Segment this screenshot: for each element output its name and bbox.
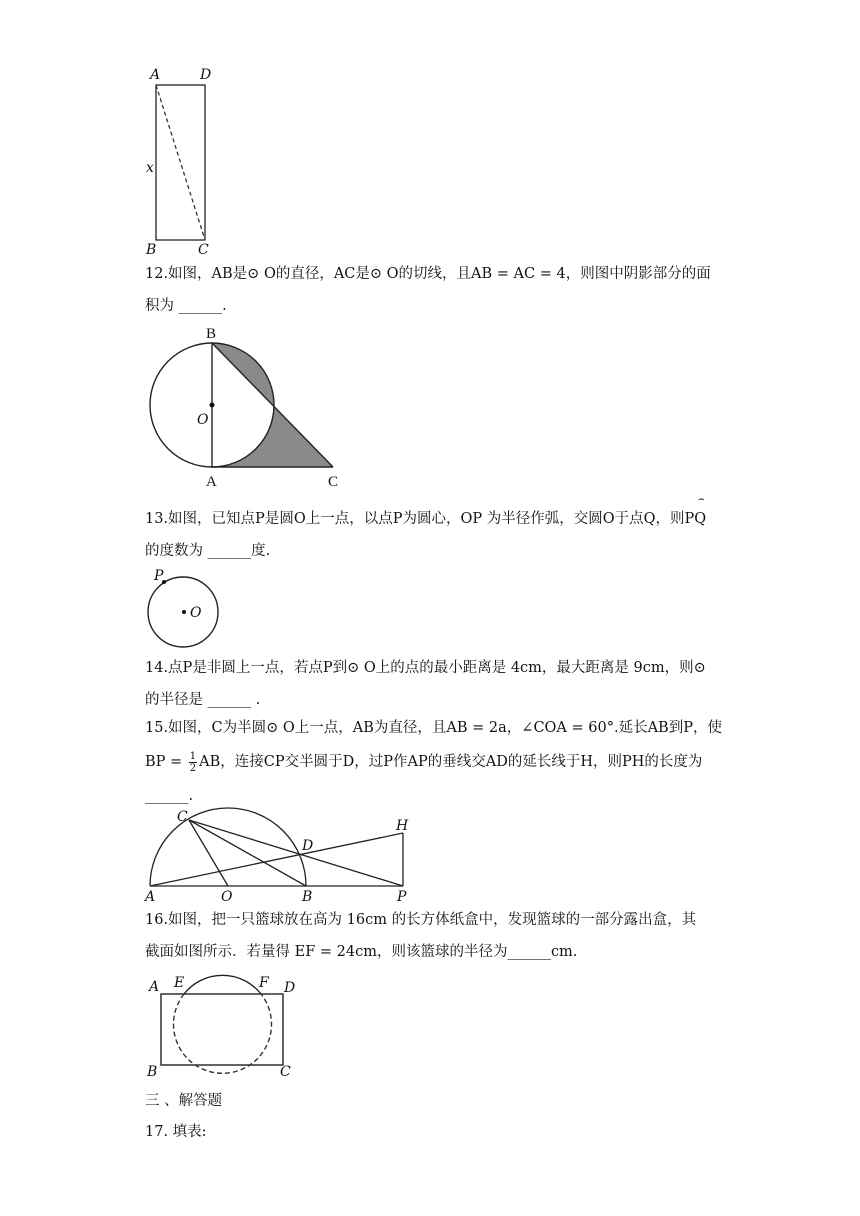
figure-13-svg bbox=[145, 568, 225, 650]
figure-16-svg bbox=[140, 970, 310, 1080]
fraction-numerator: 1 bbox=[189, 750, 197, 762]
question-16-line-2: 截面如图所示．若量得 EF = 24cm，则该篮球的半径为______cm. bbox=[145, 944, 578, 960]
figure-11-rectangle bbox=[140, 62, 220, 258]
label-e: E bbox=[174, 975, 185, 991]
line-ah bbox=[150, 833, 403, 886]
question-15 bbox=[145, 712, 725, 812]
label-p: P bbox=[154, 568, 164, 584]
label-o: O bbox=[221, 889, 233, 905]
label-a: A bbox=[150, 67, 161, 83]
question-12 bbox=[145, 258, 725, 322]
label-b: B bbox=[146, 242, 157, 258]
figure-15-svg bbox=[140, 806, 420, 906]
label-p: P bbox=[397, 889, 407, 905]
question-15-line-1: 15.如图，C为半圆⊙ O上一点，AB为直径，且AB = 2a，∠COA = 60°.延长AB到P，使 bbox=[145, 720, 722, 736]
semicircle-arc bbox=[150, 808, 306, 886]
question-14-line-2: 的半径是 ______ . bbox=[145, 692, 261, 708]
label-c: C bbox=[328, 474, 339, 490]
label-d: D bbox=[302, 838, 314, 854]
label-c: C bbox=[280, 1064, 291, 1080]
question-15-line-2b: AB，连接CP交半圆于D，过P作AP的垂线交AD的延长线于H，则PH的长度为 bbox=[199, 754, 703, 770]
label-b: B bbox=[147, 1064, 158, 1080]
label-a: A bbox=[206, 474, 217, 490]
figure-11-svg bbox=[140, 62, 220, 258]
label-h: H bbox=[396, 818, 409, 834]
label-b: B bbox=[206, 326, 217, 342]
question-15-line-2 bbox=[145, 744, 725, 780]
center-point-o bbox=[210, 403, 215, 408]
arc-mark-pq: ⌢ bbox=[698, 494, 705, 505]
fraction-one-half bbox=[189, 751, 197, 774]
section-title-3: 三 、解答题 bbox=[145, 1093, 223, 1109]
figure-12-svg bbox=[140, 322, 350, 492]
question-16-line-1: 16.如图，把一只篮球放在高为 16cm 的长方体纸盒中，发现篮球的一部分露出盒，其 bbox=[145, 912, 697, 928]
center-point-o bbox=[182, 610, 186, 614]
box-abcd bbox=[161, 994, 283, 1065]
label-f: F bbox=[259, 975, 269, 991]
label-d: D bbox=[284, 980, 296, 996]
label-o: O bbox=[190, 605, 202, 621]
question-16 bbox=[145, 904, 725, 968]
label-b: B bbox=[302, 889, 313, 905]
line-cb bbox=[189, 820, 306, 886]
label-d: D bbox=[200, 67, 212, 83]
line-cp bbox=[189, 820, 403, 886]
figure-12-circle-tangent bbox=[140, 322, 350, 492]
question-15-line-2a: BP = bbox=[145, 754, 187, 770]
figure-15-semicircle bbox=[140, 806, 420, 906]
question-14 bbox=[145, 652, 725, 716]
label-c: C bbox=[177, 809, 188, 825]
question-12-line-1: 12.如图，AB是⊙ O的直径，AC是⊙ O的切线，且AB = AC = 4，则图中阴影部分的面 bbox=[145, 266, 711, 282]
question-13 bbox=[145, 503, 725, 567]
label-o: O bbox=[197, 412, 209, 428]
label-a: A bbox=[149, 979, 160, 995]
ball-arc-hidden bbox=[174, 994, 272, 1073]
question-12-line-2: 积为 ______. bbox=[145, 298, 227, 314]
label-a: A bbox=[145, 889, 156, 905]
diagonal-ac-dashed bbox=[156, 85, 205, 240]
question-13-line-1: 13.如图，已知点P是圆O上一点，以点P为圆心，OP 为半径作弧，交圆O于点Q，则PQ bbox=[145, 511, 707, 527]
label-c: C bbox=[198, 242, 209, 258]
question-17: 17. 填表: bbox=[145, 1124, 207, 1140]
question-13-line-2: 的度数为 ______度. bbox=[145, 543, 271, 559]
figure-13-circle bbox=[145, 568, 225, 650]
fraction-denominator: 2 bbox=[189, 762, 197, 774]
question-15-line-3: ______. bbox=[145, 788, 194, 804]
label-x: x bbox=[146, 160, 154, 176]
question-14-line-1: 14.点P是非圆上一点，若点P到⊙ O上的点的最小距离是 4cm，最大距离是 9cm，则⊙ bbox=[145, 660, 706, 676]
figure-16-ball-in-box bbox=[140, 970, 310, 1080]
ball-arc-exposed bbox=[184, 975, 261, 994]
